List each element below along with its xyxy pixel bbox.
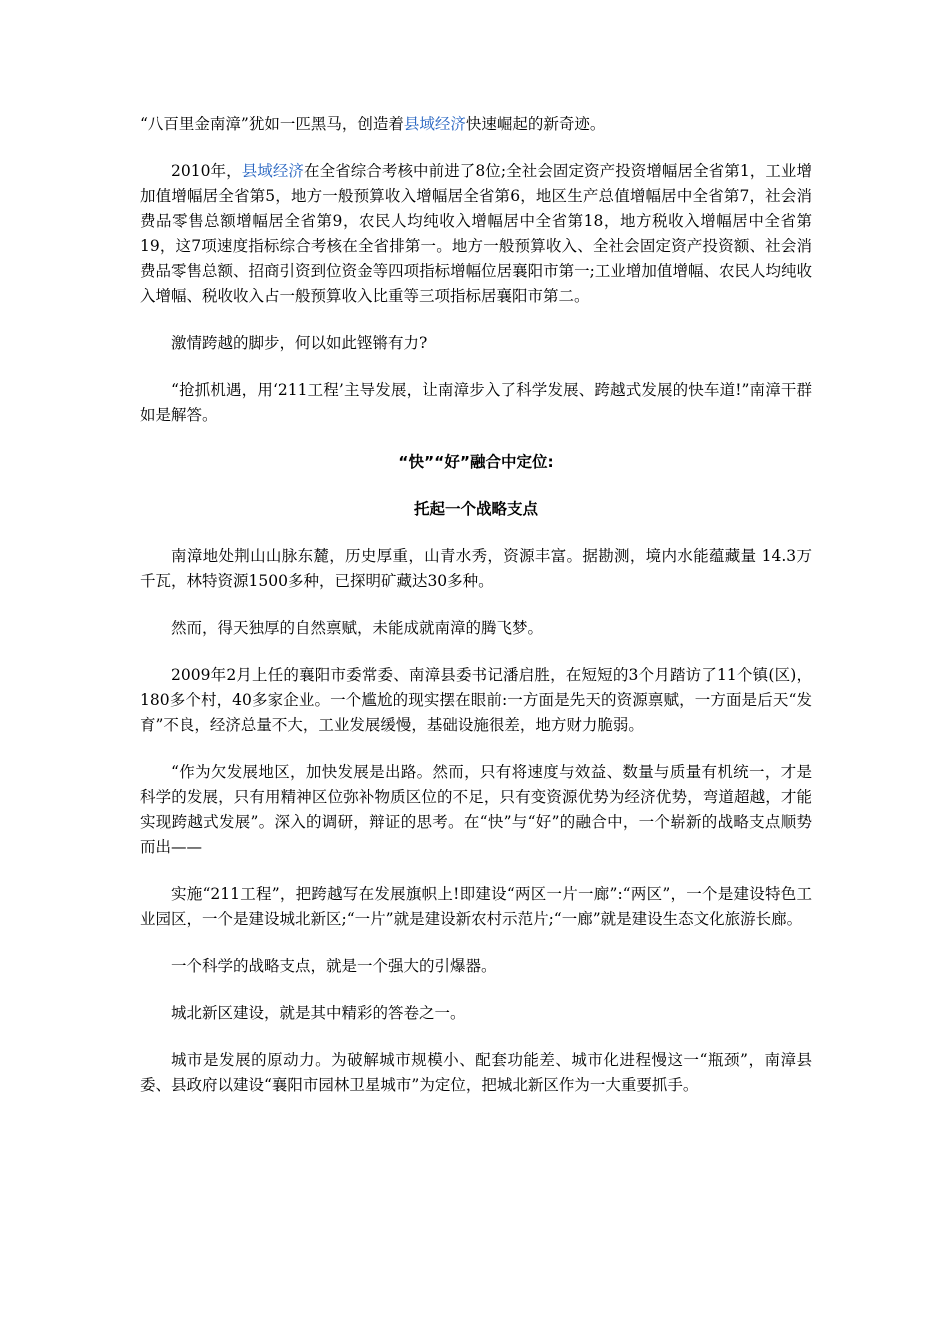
link-county-economy[interactable]: 县域经济 — [403, 115, 466, 133]
text-run: 2010年， — [171, 162, 242, 180]
text-run: “八百里金南漳”犹如一匹黑马，创造着 — [140, 115, 404, 133]
paragraph-however: 然而，得天独厚的自然禀赋，未能成就南漳的腾飞梦。 — [171, 619, 544, 637]
paragraph-2010-stats — [140, 159, 812, 309]
paragraph-quote: “作为欠发展地区，加快发展是出路。然而，只有将速度与效益、数量与质量有机统一，才是科学的发展，只有用精神区位弥补物质区位的不足，只有变资源优势为经济优势，弯道超越，才能实现跨越式发展”。深入的调研，辩证的思考。在“快”与“好”的融合中，一个崭新的战略支点顺势而出—— — [140, 763, 812, 856]
document-body — [140, 112, 812, 1120]
paragraph-city: 城市是发展的原动力。为破解城市规模小、配套功能差、城市化进程慢这一“瓶颈”，南漳县委、县政府以建设“襄阳市园林卫星城市”为定位，把城北新区作为一大重要抓手。 — [140, 1051, 812, 1094]
paragraph-211-project: 实施“211工程”，把跨越写在发展旗帜上!即建设“两区一片一廊”:“两区”，一个是建设特色工业园区，一个是建设城北新区;“一片”就是建设新农村示范片;“一廊”就是建设生态文化旅游长廊。 — [140, 885, 812, 928]
paragraph-intro — [140, 112, 812, 137]
text-run: 在全省综合考核中前进了8位;全社会固定资产投资增幅居全省第1，工业增加值增幅居全省第5，地方一般预算收入增幅居全省第6，地区生产总值增幅居中全省第7，社会消费品零售总额增幅居全省第9，农民人均纯收入增幅居中全省第18，地方税收入增幅居中全省第19，这7项速度指标综合考核在全省排第一。地方一般预算收入、全社会固定资产投资额、社会消费品零售总额、招商引资到位资金等四项指标增幅位居襄阳市第一;工业增加值增幅、农民人均纯收入增幅、税收收入占一般预算收入比重等三项指标居襄阳市第二。 — [140, 162, 812, 305]
section-heading-1: “快”“好”融合中定位: — [398, 453, 554, 471]
link-county-economy-2[interactable]: 县域经济 — [241, 162, 304, 180]
paragraph-strategic-point: 一个科学的战略支点，就是一个强大的引爆器。 — [171, 957, 497, 975]
paragraph-new-district: 城北新区建设，就是其中精彩的答卷之一。 — [171, 1004, 466, 1022]
paragraph-resources: 南漳地处荆山山脉东麓，历史厚重，山青水秀，资源丰富。据勘测，境内水能蕴藏量 14.3万千瓦，林特资源1500多种，已探明矿藏达30多种。 — [140, 547, 812, 590]
paragraph-answer: “抢抓机遇，用‘211工程’主导发展，让南漳步入了科学发展、跨越式发展的快车道!”南漳干群如是解答。 — [140, 381, 812, 424]
paragraph-question: 激情跨越的脚步，何以如此铿锵有力? — [171, 334, 428, 352]
text-run: 快速崛起的新奇迹。 — [465, 115, 606, 133]
paragraph-2009: 2009年2月上任的襄阳市委常委、南漳县委书记潘启胜，在短短的3个月踏访了11个镇(区)，180多个村，40多家企业。一个尴尬的现实摆在眼前:一方面是先天的资源禀赋，一方面是后天“发育”不良，经济总量不大，工业发展缓慢，基础设施很差，地方财力脆弱。 — [140, 666, 812, 734]
section-heading-2: 托起一个战略支点 — [413, 500, 538, 518]
